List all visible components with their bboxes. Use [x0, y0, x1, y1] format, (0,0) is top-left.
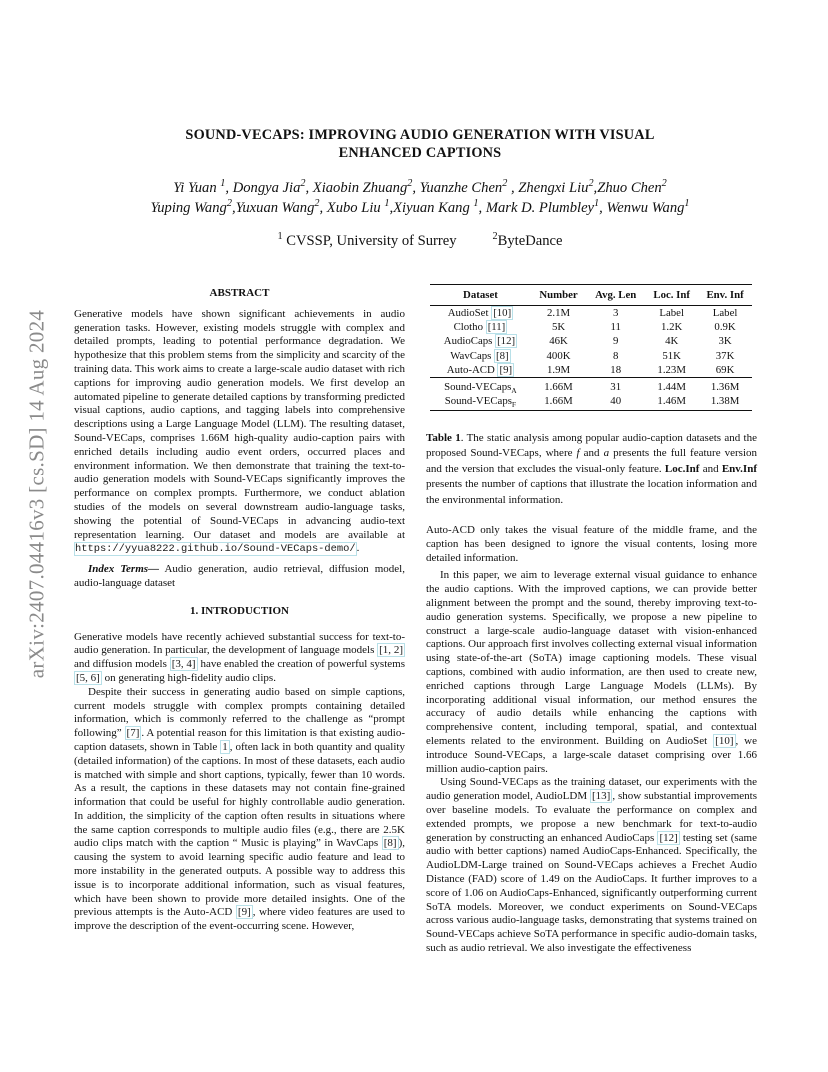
table-cell: 1.44M — [645, 377, 698, 394]
table-cell: 1.38M — [698, 394, 752, 411]
index-terms-label: Index Terms— — [88, 563, 160, 576]
table-cell: 69K — [715, 363, 735, 376]
author-list — [80, 178, 760, 218]
title-line-1: SOUND-VECAPS: IMPROVING AUDIO GENERATION WITH VISUAL — [185, 127, 655, 143]
paper-title — [120, 126, 720, 162]
intro-paragraph-1: Generative models have recently achieved substantial success for text-to-audio generation. In particular, the development of language models [1, 2] and diffusion models [3, 4] have enabled the creation of powerful systems [5, 6] on generating high-fidelity audio clips. — [74, 630, 405, 684]
citation-link[interactable]: [5, 6] — [76, 671, 100, 684]
body-paragraph: Auto-ACD only takes the visual feature of the middle frame, and the caption has been designed to ignore the visual contents, losing more detailed information. — [426, 524, 757, 564]
table-cell-dataset: Clotho [11] — [453, 321, 506, 334]
arxiv-identifier — [25, 284, 49, 704]
affiliation: $^1$ CVSSP, University of Surrey — [277, 231, 457, 249]
author: Yuanzhe Chen$^2$ , — [419, 178, 519, 196]
citation-link[interactable]: [1, 2] — [379, 644, 403, 657]
table-cell: 3 — [612, 307, 619, 320]
table-cell: 8 — [612, 349, 619, 362]
table-cell: 1.36M — [698, 377, 752, 394]
author: Zhengxi Liu$^2$, — [518, 178, 598, 196]
citation-link[interactable]: [9] — [237, 906, 251, 919]
index-terms: Index Terms— Audio generation, audio retrieval, diffusion model, audio-language dataset — [74, 563, 405, 589]
table-header: Env. Inf — [698, 285, 752, 306]
table-cell-dataset: AudioCaps [12] — [443, 335, 516, 348]
table-cell: 1.66M — [531, 377, 586, 394]
table-cell: 51K — [662, 349, 681, 362]
author: Xubo Liu $^1$, — [326, 198, 394, 216]
author: Wenwu Wang$^1$ — [606, 198, 690, 216]
citation-link[interactable]: [12] — [659, 831, 678, 844]
table-header: Loc. Inf — [645, 285, 698, 306]
author: Yuxuan Wang$^2$, — [235, 198, 327, 216]
author: Yuping Wang$^2$, — [150, 198, 236, 216]
table-cell: 400K — [546, 349, 571, 362]
citation-link[interactable]: [12] — [497, 335, 516, 348]
table-cell-dataset: Sound-VECaps$_F$ — [430, 394, 531, 411]
table-cell: 0.9K — [714, 321, 736, 334]
arxiv-identifier-text: arXiv:2407.04416v3 [cs.SD] 14 Aug 2024 — [24, 309, 49, 679]
table-cell: 3K — [718, 335, 732, 348]
citation-link[interactable]: [10] — [715, 734, 734, 747]
citation-link[interactable]: [13] — [592, 790, 611, 803]
table-reference-link[interactable]: 1 — [222, 740, 228, 753]
table-header: Number — [531, 285, 586, 306]
introduction-heading: 1. INTRODUCTION — [189, 604, 289, 617]
table-cell: 46K — [549, 335, 568, 348]
author: Xiaobin Zhuang$^2$, — [312, 178, 420, 196]
table-header: Avg. Len — [586, 285, 645, 306]
table-cell: Label — [712, 307, 738, 320]
table-cell: 1.9M — [546, 363, 571, 376]
table-row — [430, 363, 752, 378]
project-url-link[interactable]: https://yyua8222.github.io/Sound-VECaps-demo/ — [75, 543, 356, 556]
table-cell: Label — [659, 307, 684, 320]
citation-link[interactable]: [8] — [496, 349, 509, 362]
title-line-2: ENHANCED CAPTIONS — [338, 145, 502, 161]
table-cell: 11 — [610, 321, 621, 334]
abstract-text: Generative models have shown significant achievements in audio generation tasks. However, existing models struggle with complex and detailed prompts, leading to potential performance degradation. We hypothesize that this problem stems from the simplicity and scarcity of the training data. This work aims to create a large-scale audio dataset with rich captions for improving audio generation models. We first develop an automated pipeline to generate detailed captions by transforming predicted visual captions, audio captions, and tagging labels into comprehensive descriptions using a Large Language Model (LLM). The resulting dataset, Sound-VECaps, comprises 1.66M high-quality audio-caption pairs with enriched details including audio event orders, occurred places and environment information. We then demonstrate that training the text-to-audio generation models with Sound-VECaps significantly improves the performance on complex prompts. Furthermore, we conduct ablation studies of the models on several downstream audio-language tasks, showing the potential of Sound-VECaps in advancing audio-text representation learning. Our dataset and models are available at https://yyua8222.github.io/Sound-VECaps-demo/. — [74, 307, 405, 556]
citation-link[interactable]: [8] — [383, 837, 397, 850]
table-cell: 40 — [586, 394, 645, 411]
table-cell: 18 — [610, 363, 622, 376]
affiliations — [120, 233, 720, 250]
table-cell: 31 — [586, 377, 645, 394]
table-row — [430, 377, 752, 394]
table-cell: 1.23M — [657, 363, 686, 376]
citation-link[interactable]: [9] — [499, 363, 513, 376]
table-cell: 1.66M — [531, 394, 586, 411]
author: Mark D. Plumbley$^1$, — [485, 198, 607, 216]
right-column — [426, 524, 757, 956]
author: Zhuo Chen$^2$ — [597, 178, 667, 196]
author: Dongya Jia$^2$, — [232, 178, 313, 196]
table-caption: Table 1. The static analysis among popular audio-caption datasets and the proposed Sound-VECaps, where f and a presents the full feature version and the version that excludes the visual-only feature. Loc.Inf and Env.Inf presents the number of captions that illustrate the location information and the environmental information. — [426, 432, 757, 506]
body-paragraph: In this paper, we aim to leverage external visual guidance to enhance the audio captions. With the improved captions, we can provide better alignment between the prompt and the sound, thereby improving text-to-audio generation systems. Specifically, we propose a new pipeline to construct a large-scale audio-language dataset with vision-enhanced captions. Our approach first involves collecting external visual information using state-of-the-art (SoTA) image captioning models. These visual captions, combined with audio information, are then used to create new, enriched captions through Large Language Models (LLMs). By incorporating additional visual information, our method ensures the accuracy of audio details while enhancing the captions with comprehensive content, including temporal, spatial, and contextual elements related to the environment. Building on AudioSet [10] , we introduce Sound-VECaps, a large-scale dataset comprising over 1.66 million audio-caption pairs. — [426, 569, 757, 775]
table-row — [430, 334, 752, 348]
citation-link[interactable]: [10] — [493, 307, 512, 320]
table-cell: 37K — [715, 349, 735, 362]
table-caption-label: Table 1 — [426, 432, 461, 444]
author: Yi Yuan $^1$, — [173, 178, 233, 196]
author-line-2 — [80, 198, 760, 218]
table-row — [430, 320, 752, 334]
table-cell-dataset: Auto-ACD [9] — [446, 363, 513, 376]
affiliation: $^2$ByteDance — [492, 231, 563, 249]
table-cell: 2.1M — [546, 307, 571, 320]
table-row — [430, 306, 752, 321]
table-header-row — [430, 285, 752, 306]
left-column — [74, 287, 405, 934]
table-cell: 1.2K — [661, 321, 683, 334]
author: Xiyuan Kang $^1$, — [393, 198, 486, 216]
body-paragraph: Using Sound-VECaps as the training dataset, our experiments with the audio generation model, AudioLDM [13] , show substantial improvements over baseline models. To evaluate the performance on complex and extended prompts, we propose a new benchmark for text-to-audio generation by constructing an enhanced AudioCaps [12] testing set (same audio with better captions) named AudioCaps-Enhanced. Specifically, the AudioLDM-Large trained on Sound-VECaps achieves a Frechet Audio Distance (FAD) score of 1.49 on the AudioCaps. It further improves to a score of 1.06 on AudioCaps-Enhanced, significantly outperforming current SoTA models. Moreover, we conduct experiments on Sound-VECaps across various audio-language tasks, demonstrating that systems trained on Sound-VECaps achieve SoTA performance in specific audio-domain tasks, such as audio retrieval. We also investigate the effectiveness — [426, 776, 757, 954]
table-cell-dataset: Sound-VECaps$_A$ — [430, 377, 531, 394]
author-line-1 — [80, 178, 760, 198]
intro-paragraph-2: Despite their success in generating audio based on simple captions, current models struggle with complex prompts containing detailed information, which is commonly referred to the challenge as “prompt following” [7] . A potential reason for this limitation is that existing audio-caption datasets, shown in Table 1 , often lack in both quantity and quality (detailed information) of the captions. In most of these datasets, each audio is matched with simple and short captions, typically, fewer than 10 words. As a result, the captions in these datasets may not contain fine-grained information that could be useful for highly controllable audio generation. In addition, the simplicity of the caption often results in situations where the same caption corresponds to multiple audio files (e.g., there are 2.5K audio clips match with the caption “ Music is playing” in WavCaps [8] ), causing the system to avoid learning specific audio feature and lead to more instability in the generated outputs. A possible way to address this issue is to incorporate additional information, such as visual features, which have been shown to provide more detailed insights. One of the previous attempts is the Auto-ACD [9] , where video features are used to improve the description of the event-occurring scene. However, — [74, 685, 405, 933]
table-row — [430, 394, 752, 411]
table-cell: 4K — [665, 335, 679, 348]
table-cell-dataset: AudioSet [10] — [447, 307, 512, 320]
table-cell: 1.46M — [645, 394, 698, 411]
table-cell: 5K — [551, 321, 566, 334]
abstract-heading: ABSTRACT — [209, 287, 270, 299]
table-cell: 9 — [612, 335, 619, 348]
table-cell-dataset: WavCaps [8] — [450, 349, 509, 362]
table-row — [430, 349, 752, 363]
citation-link[interactable]: [11] — [487, 321, 506, 334]
citation-link[interactable]: [3, 4] — [171, 658, 196, 671]
table-header: Dataset — [430, 285, 531, 306]
citation-link[interactable]: [7] — [126, 727, 140, 740]
dataset-statistics-table — [430, 284, 752, 411]
